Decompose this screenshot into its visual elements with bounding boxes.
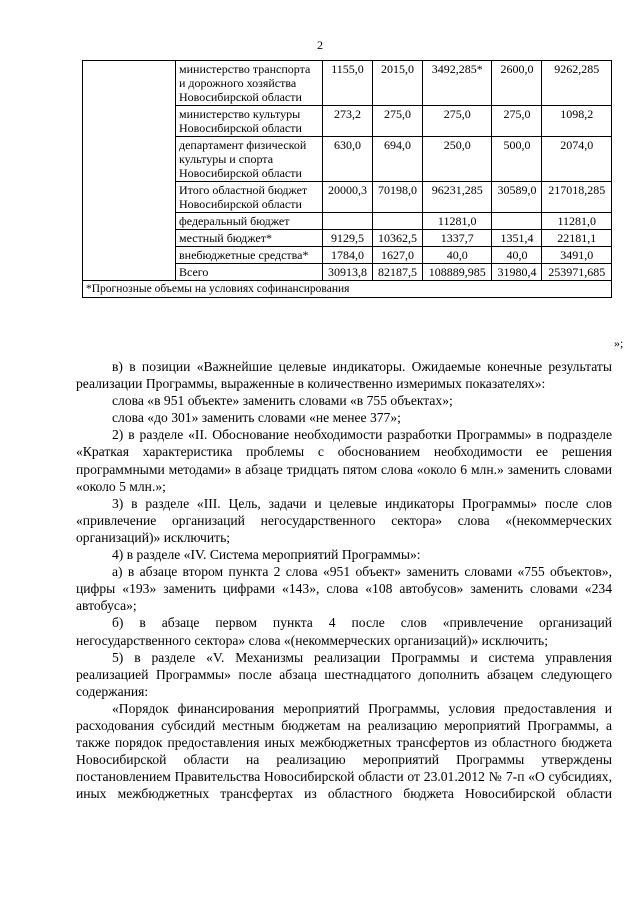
table-cell-value: 217018,285 [542, 182, 612, 213]
table-cell-label: Итого областной бюджет Новосибирской области [176, 182, 323, 213]
table-cell-value: 275,0 [372, 106, 422, 137]
table-cell-value [372, 213, 422, 230]
amendments-text [76, 358, 612, 802]
table-cell-value: 11281,0 [422, 213, 492, 230]
table-cell-value: 108889,985 [422, 264, 492, 281]
paragraph: б) в абзаце первом пункта 4 после слов «привлечение организаций негосударственного сектора» слова «(некоммерческих организаций)» исключить; [76, 615, 612, 648]
table-cell-label: Всего [176, 264, 323, 281]
table-cell-value: 275,0 [422, 106, 492, 137]
paragraph: слова «до 301» заменить словами «не менее 377»; [112, 410, 401, 426]
table-footnote-row [83, 281, 612, 298]
table-cell-value: 3492,285* [422, 61, 492, 106]
table-row [83, 61, 612, 106]
paragraph: 4) в разделе «IV. Система мероприятий Программы»: [112, 547, 421, 563]
table-cell-value: 1098,2 [542, 106, 612, 137]
table-cell-value: 250,0 [422, 137, 492, 182]
table-cell-label: министерство транспорта и дорожного хозяйства Новосибирской области [176, 61, 323, 106]
table-cell-label: внебюджетные средства* [176, 247, 323, 264]
table-cell-value: 273,2 [323, 106, 373, 137]
paragraph: «Порядок финансирования мероприятий Программы, условия предоставления и расходования субсидий местным бюджетам на реализацию мероприятий Программы, а также порядок предоставления иных межбюджетных трансфертов из областного бюджета Новосибирской области на реализацию мероприятий Программы утверждены постановлением Правительства Новосибирской области от 23.01.2012 № 7-п «О субсидиях, иных межбюджетных трансфертах из областного бюджета Новосибирской области [76, 700, 612, 802]
table-cell-value: 275,0 [492, 106, 542, 137]
table-cell-value: 10362,5 [372, 230, 422, 247]
table-cell-value: 1351,4 [492, 230, 542, 247]
table-cell-label: местный бюджет* [176, 230, 323, 247]
table-cell-value: 40,0 [422, 247, 492, 264]
table-cell-value: 1337,7 [422, 230, 492, 247]
page-number: 2 [317, 38, 323, 52]
table-cell-label: департамент физической культуры и спорта Новосибирской области [176, 137, 323, 182]
table-cell-value: 30913,8 [323, 264, 373, 281]
table-cell-value: 2600,0 [492, 61, 542, 106]
table-cell-value: 9262,285 [542, 61, 612, 106]
table-cell-value: 630,0 [323, 137, 373, 182]
table-cell-value: 3491,0 [542, 247, 612, 264]
table-cell-value: 1627,0 [372, 247, 422, 264]
table-footnote: *Прогнозные объемы на условиях софинансирования [83, 281, 612, 298]
table-cell-value: 11281,0 [542, 213, 612, 230]
budget-table [82, 60, 612, 298]
table-cell-value: 694,0 [372, 137, 422, 182]
table-cell-value: 20000,3 [323, 182, 373, 213]
table-cell-value [492, 213, 542, 230]
table-cell-value: 82187,5 [372, 264, 422, 281]
table-cell-value: 9129,5 [323, 230, 373, 247]
table-cell-empty [83, 61, 176, 281]
paragraph: в) в позиции «Важнейшие целевые индикаторы. Ожидаемые конечные результаты реализации Программы, выраженные в количественно измеримых показателях»: [76, 359, 612, 392]
table-cell-label: федеральный бюджет [176, 213, 323, 230]
table-cell-value: 96231,285 [422, 182, 492, 213]
paragraph: а) в абзаце втором пункта 2 слова «951 объект» заменить словами «755 объектов», цифры «193» заменить цифрами «143», слова «108 автобусов» заменить словами «234 автобуса»; [76, 564, 612, 614]
table-cell-value: 40,0 [492, 247, 542, 264]
paragraph: 5) в разделе «V. Механизмы реализации Программы и система управления реализацией Программы» после абзаца шестнадцатого дополнить абзацем следующего содержания: [76, 649, 612, 699]
table-cell-value [323, 213, 373, 230]
paragraph: 3) в разделе «III. Цель, задачи и целевые индикаторы Программы» после слов «привлечение организаций негосударственного сектора» слова «(некоммерческих организаций)» исключить; [76, 495, 612, 545]
table-cell-value: 22181,1 [542, 230, 612, 247]
paragraph: слова «в 951 объекте» заменить словами «в 755 объектах»; [112, 393, 453, 409]
table-cell-value: 1784,0 [323, 247, 373, 264]
table-cell-value: 70198,0 [372, 182, 422, 213]
table-cell-value: 31980,4 [492, 264, 542, 281]
table-cell-value: 1155,0 [323, 61, 373, 106]
paragraph: 2) в разделе «II. Обоснование необходимости разработки Программы» в подразделе «Краткая характеристика проблемы с обоснованием необходимости ее решения программными методами» в абзаце тридцать пятом слова «около 6 млн.» заменить словами «около 5 млн.»; [76, 427, 612, 494]
table-cell-value: 2074,0 [542, 137, 612, 182]
table-cell-label: министерство культуры Новосибирской области [176, 106, 323, 137]
table-cell-value: 253971,685 [542, 264, 612, 281]
table-closing-mark: »; [614, 336, 624, 350]
table-cell-value: 500,0 [492, 137, 542, 182]
table-cell-value: 2015,0 [372, 61, 422, 106]
table-cell-value: 30589,0 [492, 182, 542, 213]
